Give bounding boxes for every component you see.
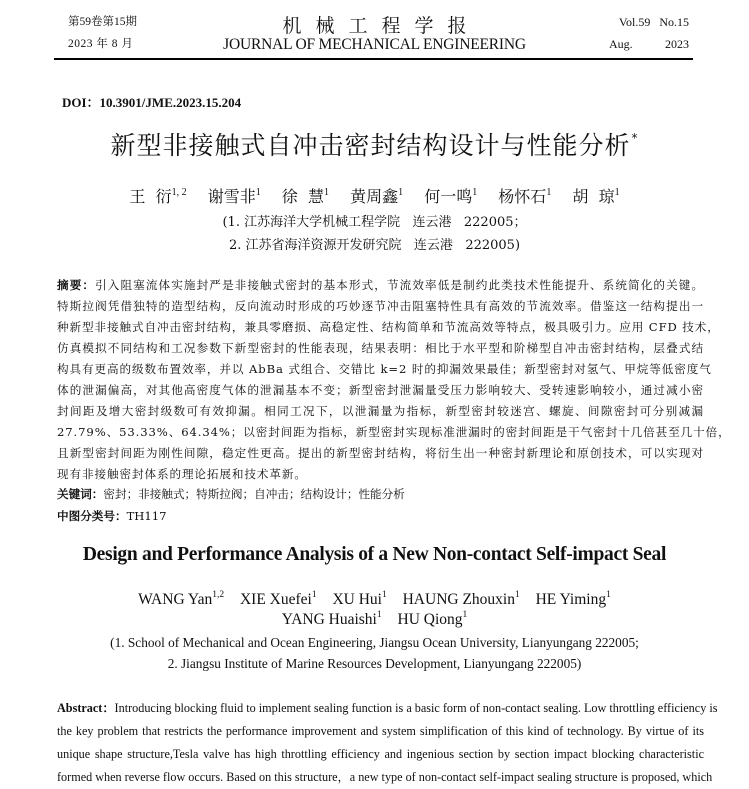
abstract-cn-line: 仿真模拟不同结构和工况参数下新型密封的性能表现，结果表明：相比于水平型和阶梯型自冲击密封结构，层叠式结	[57, 341, 704, 355]
journal-title-cn: 机械工程学报	[282, 15, 481, 37]
abstract-en-line: the key problem that restricts the performance improvement and system simplification of this kind of technology. By virtue of its	[57, 724, 704, 738]
abstract-cn-line: 摘要：引入阻塞流体实施封严是非接触式密封的基本形式，节流效率低是制约此类技术性能提升、系统简化的关键。	[57, 278, 704, 292]
author-en: XIE Xuefei$^1$	[239, 590, 317, 608]
author-cn: 徐 慧$^1$	[281, 187, 329, 206]
abstract-cn-label: 摘要：	[57, 278, 96, 292]
keywords-cn-label: 关键词：	[57, 487, 104, 501]
paper-title-cn	[0, 126, 749, 162]
month-en: Aug.	[609, 37, 633, 51]
author-en: HE Yiming$^1$	[535, 590, 611, 608]
abstract-cn-line: 且新型密封间距为刚性间隙，稳定性更高。提出的新型密封结构，将衍生出一种密封新理论和原创技术，可以实现对	[57, 446, 704, 460]
month-year-en	[609, 37, 689, 52]
abstract-cn-line: 27.79%、53.33%、64.34%；以密封间距为指标，新型密封实现标准泄漏时的密封间距是干气密封十几倍甚至几十倍，	[57, 425, 731, 439]
abstract-en-line: unique shape structure,Tesla valve has high throttling efficiency and ingenious section by section impact blocking characteristic	[57, 747, 704, 761]
author-en: HAUNG Zhouxin$^1$	[402, 590, 520, 608]
paper-title-en: Design and Performance Analysis of a New Non-contact Self-impact Seal	[82, 544, 667, 565]
abstract-cn	[57, 275, 731, 485]
author-cn: 黄周鑫$^1$	[350, 187, 404, 206]
abstract-cn-line: 构具有更高的级数布置效率，并以 AbBa 式组合、交错比 k=2 时的抑漏效果最佳；新型密封对氢气、甲烷等低密度气	[57, 362, 712, 376]
author-en: WANG Yan$^{1,2}$	[138, 590, 225, 608]
vol-no-en-text: Vol.59 No.15	[618, 15, 689, 29]
affiliation-en-1: (1. School of Mechanical and Ocean Engineering, Jiangsu Ocean University, Lianyungang 222005;	[110, 635, 639, 650]
abstract-cn-line: 现有非接触密封体系的理论拓展和技术革新。	[57, 467, 307, 481]
keywords-cn	[57, 486, 405, 502]
abstract-cn-line: 特斯拉阀凭借独特的造型结构，反向流动时形成的巧妙逐节冲击阻塞特性具有高效的节流效率。借鉴这一结构提出一	[57, 299, 704, 313]
author-en: HU Qiong$^1$	[397, 610, 468, 628]
volume-issue-cn: 第59卷第15期	[68, 16, 137, 28]
clc-label: 中图分类号：	[57, 509, 127, 523]
year-en: 2023	[665, 37, 689, 51]
author-cn: 谢雪非$^1$	[207, 187, 261, 206]
authors-en-line1	[0, 590, 749, 609]
affiliation-en-2: 2. Jiangsu Institute of Marine Resources Development, Lianyungang 222005)	[167, 656, 582, 671]
author-cn: 杨怀石$^1$	[498, 187, 552, 206]
clc-number	[57, 508, 167, 524]
clc-value: TH117	[126, 509, 167, 523]
author-cn: 王 衍$^{1, 2}$	[129, 187, 187, 206]
authors-cn	[0, 184, 749, 207]
vol-no-en	[619, 15, 689, 30]
abstract-en-line: formed when reverse flow occurs. Based on this structure，a new type of non-contact self-impact sealing structure is proposed, which	[57, 770, 713, 784]
affiliation-cn-2: 2. 江苏省海洋资源开发研究院 连云港 222005)	[228, 238, 521, 253]
author-cn: 胡 琼$^1$	[572, 187, 620, 206]
abstract-cn-line: 体的泄漏偏高，对其他高密度气体的泄漏基本不变；新型密封泄漏量受压力影响较大、受转速影响较小，通过减小密	[57, 383, 704, 397]
author-en: YANG Huaishi$^1$	[281, 610, 382, 628]
keywords-cn-value: 密封；非接触式；特斯拉阀；自冲击；结构设计；性能分析	[103, 487, 405, 501]
abstract-en-line: Abstract：Introducing blocking fluid to implement sealing function is a basic form of non-contact sealing. Low throttling efficiency is	[57, 701, 718, 715]
abstract-cn-line: 种新型非接触式自冲击密封结构，兼具零磨损、高稳定性、结构简单和节流高效等特点，极具吸引力。应用 CFD 技术，	[57, 320, 720, 334]
date-cn: 2023 年 8 月	[68, 38, 134, 50]
affiliation-cn-1: (1. 江苏海洋大学机械工程学院 连云港 222005；	[222, 215, 527, 230]
author-en: XU Hui$^1$	[332, 590, 387, 608]
title-footnote-mark: *	[631, 131, 639, 145]
author-cn: 何一鸣$^1$	[424, 187, 478, 206]
doi[interactable]: DOI：10.3901/JME.2023.15.204	[62, 95, 242, 110]
abstract-en-label: Abstract：	[57, 701, 115, 715]
header-rule	[54, 58, 693, 60]
abstract-cn-line: 封间距及增大密封级数可有效抑漏。相同工况下，以泄漏量为指标，新型密封较迷宫、螺旋、间隙密封可分别减漏	[57, 404, 704, 418]
authors-en-line2	[0, 610, 749, 629]
journal-title-en: JOURNAL OF MECHANICAL ENGINEERING	[223, 36, 526, 53]
paper-title-cn-text: 新型非接触式自冲击密封结构设计与性能分析	[110, 131, 631, 160]
abstract-en	[57, 697, 718, 789]
